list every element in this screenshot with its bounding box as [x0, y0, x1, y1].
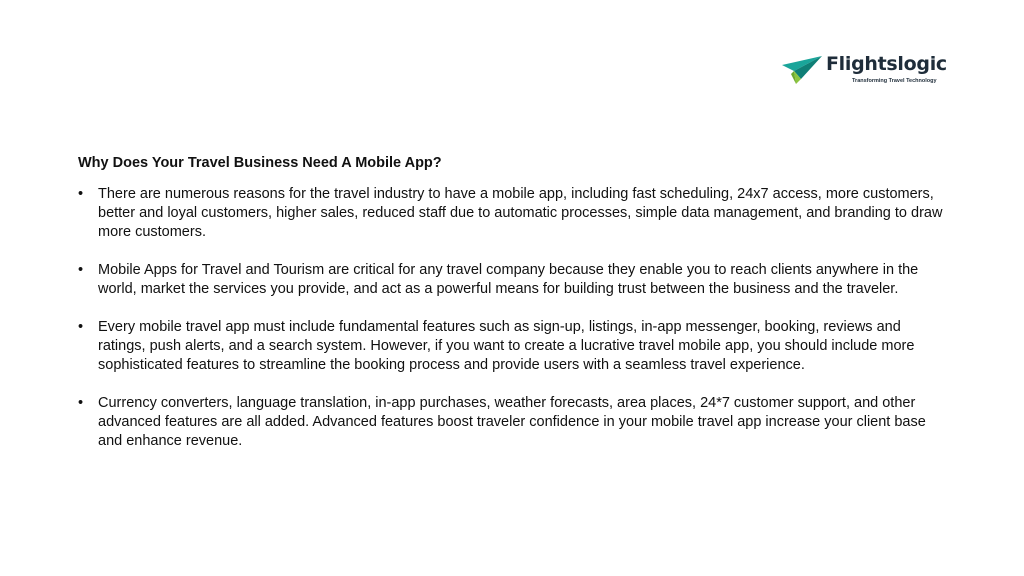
slide-heading: Why Does Your Travel Business Need A Mobile App?	[78, 155, 442, 171]
list-item	[78, 185, 948, 242]
bullet-icon: •	[78, 319, 84, 335]
list-item-text: There are numerous reasons for the travel industry to have a mobile app, including fast scheduling, 24x7 access, more customers, better and loyal customers, higher sales, reduced staff due to automatic processes, simple data management, and branding to draw more customers.	[98, 186, 943, 240]
brand-logo	[782, 52, 947, 88]
list-item	[78, 394, 948, 451]
list-item	[78, 318, 948, 375]
list-item-text: Mobile Apps for Travel and Tourism are critical for any travel company because they enable you to reach clients anywhere in the world, market the services you provide, and act as a powerful means for building trust between the business and the traveler.	[98, 262, 919, 297]
paper-plane-icon	[782, 54, 822, 86]
bullet-icon: •	[78, 262, 84, 278]
brand-name: Flightslogic	[826, 53, 947, 75]
slide-content	[78, 154, 948, 470]
bullet-icon: •	[78, 186, 84, 202]
bullet-icon: •	[78, 395, 84, 411]
brand-tagline: Transforming Travel Technology	[852, 78, 937, 84]
list-item-text: Currency converters, language translation, in-app purchases, weather forecasts, area places, 24*7 customer support, and other advanced features are all added. Advanced features boost traveler confidence in your mobile travel app increase your client base and enhance revenue.	[98, 395, 926, 449]
list-item	[78, 261, 948, 299]
list-item-text: Every mobile travel app must include fundamental features such as sign-up, listings, in-app messenger, booking, reviews and ratings, push alerts, and a search system. However, if you want to create a lucrative travel mobile app, you should include more sophisticated features to streamline the booking process and provide users with a seamless travel experience.	[98, 319, 915, 373]
bullet-list	[78, 185, 948, 451]
